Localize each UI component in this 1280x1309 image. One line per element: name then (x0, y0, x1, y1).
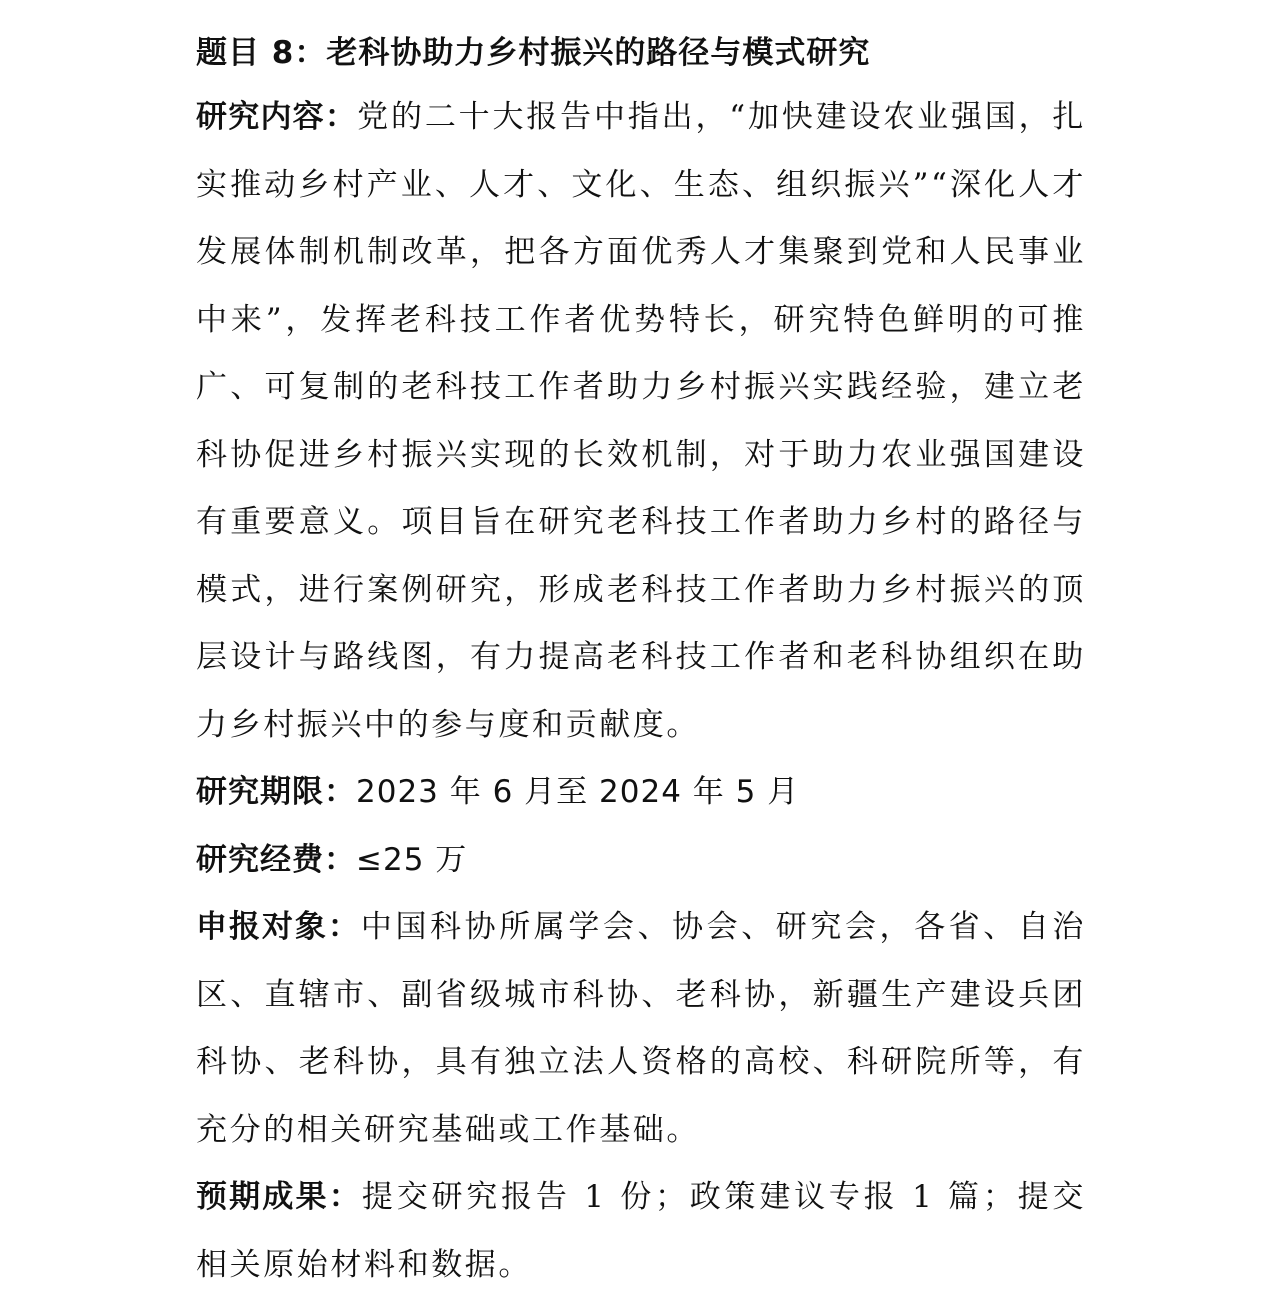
section-research-content (196, 84, 1086, 759)
section-label: 研究期限： (196, 774, 356, 810)
document-page (196, 22, 1086, 1299)
section-text: 提交研究报告 1 份；政策建议专报 1 篇；提交相关原始材料和数据。 (196, 1179, 1087, 1283)
section-label: 预期成果： (196, 1179, 362, 1215)
document-title: 题目 8：老科协助力乡村振兴的路径与模式研究 (196, 35, 871, 71)
section-text: 党的二十大报告中指出，“加快建设农业强国，扎实推动乡村产业、人才、文化、生态、组织振兴”“深化人才发展体制机制改革，把各方面优秀人才集聚到党和人民事业中来”，发挥老科技工作者优势特长，研究特色鲜明的可推广、可复制的老科技工作者助力乡村振兴实践经验，建立老科协促进乡村振兴实现的长效机制，对于助力农业强国建设有重要意义。项目旨在研究老科技工作者助力乡村的路径与模式，进行案例研究，形成老科技工作者助力乡村振兴的顶层设计与路线图，有力提高老科技工作者和老科协组织在助力乡村振兴中的参与度和贡献度。 (196, 99, 1087, 743)
section-label: 申报对象： (196, 909, 361, 945)
section-label: 研究经费： (196, 841, 356, 878)
section-text: ≤25 万 (356, 841, 468, 878)
section-research-funding (196, 827, 1086, 895)
section-applicants (196, 894, 1086, 1164)
section-text: 中国科协所属学会、协会、研究会，各省、自治区、直辖市、副省级城市科协、老科协，新疆生产建设兵团科协、老科协，具有独立法人资格的高校、科研院所等，有充分的相关研究基础或工作基础。 (196, 909, 1087, 1148)
section-text: 2023 年 6 月至 2024 年 5 月 (356, 774, 800, 810)
section-expected-results (196, 1164, 1086, 1299)
section-research-period (196, 759, 1086, 827)
section-label: 研究内容： (196, 99, 358, 135)
